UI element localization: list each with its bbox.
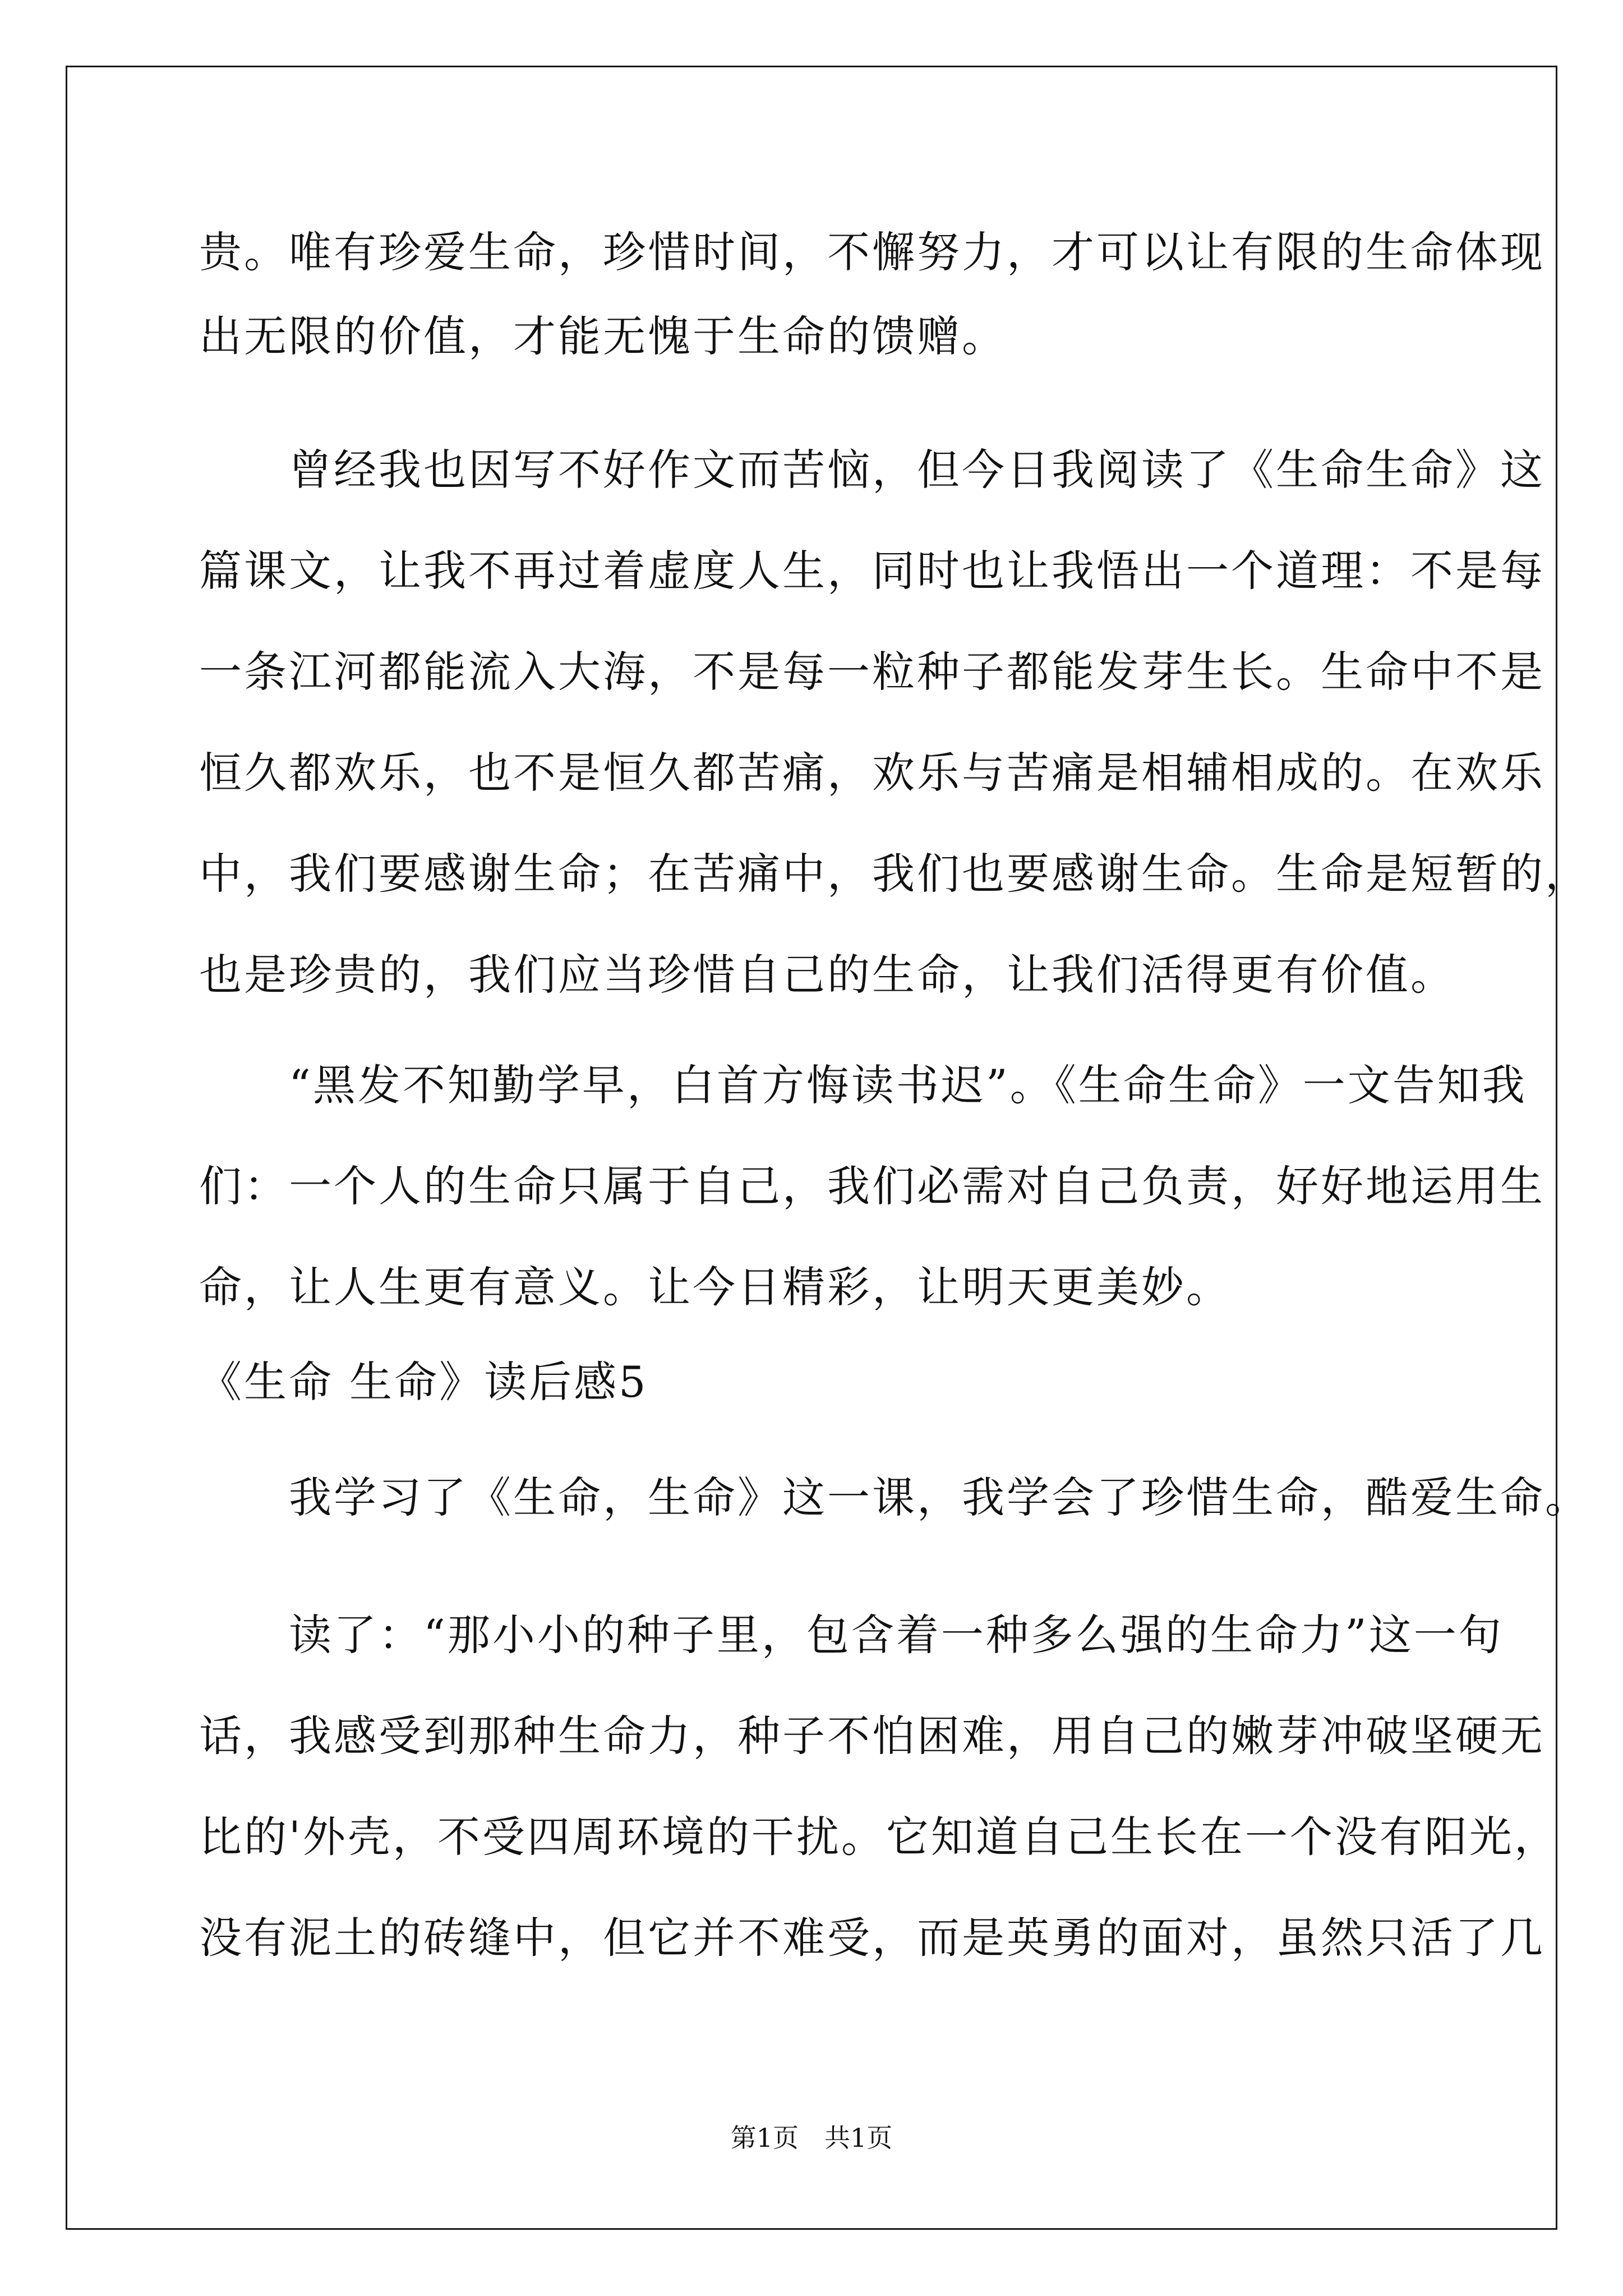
section-heading: 《生命 生命》读后感5: [199, 1357, 648, 1407]
page-footer: 第1页 共1页: [730, 2123, 893, 2153]
body-line-13: 读了：“那小小的种子里，包含着一种多么强的生命力”这一句: [199, 1610, 1504, 1660]
page-border: [66, 66, 1557, 2230]
body-line-9: “黑发不知勤学早，白首方悔读书迟”。《生命生命》一文告知我: [199, 1060, 1527, 1110]
body-line-11: 命，让人生更有意义。让今日精彩，让明天更美妙。: [199, 1262, 1231, 1312]
body-line-7: 中，我们要感谢生命；在苦痛中，我们也要感谢生命。生命是短暂的，: [199, 849, 1590, 899]
body-line-8: 也是珍贵的，我们应当珍惜自己的生命，让我们活得更有价值。: [199, 950, 1455, 1000]
body-line-5: 一条江河都能流入大海，不是每一粒种子都能发芽生长。生命中不是: [199, 647, 1545, 697]
body-line-16: 没有泥土的砖缝中，但它并不难受，而是英勇的面对，虽然只活了几: [199, 1913, 1545, 1963]
body-line-1: 贵。唯有珍爱生命，珍惜时间，不懈努力，才可以让有限的生命体现: [199, 227, 1545, 277]
body-line-15: 比的'外壳，不受四周环境的干扰。它知道自己生长在一个没有阳光，: [199, 1812, 1559, 1862]
body-line-10: 们：一个人的生命只属于自己，我们必需对自己负责，好好地运用生: [199, 1161, 1545, 1211]
body-line-4: 篇课文，让我不再过着虚度人生，同时也让我悟出一个道理：不是每: [199, 546, 1545, 596]
body-line-14: 话，我感受到那种生命力，种子不怕困难，用自己的嫩芽冲破坚硬无: [199, 1711, 1545, 1761]
body-line-2: 出无限的价值，才能无愧于生命的馈赠。: [199, 311, 1007, 361]
body-line-3: 曾经我也因写不好作文而苦恼，但今日我阅读了《生命生命》这: [199, 445, 1545, 495]
body-line-6: 恒久都欢乐，也不是恒久都苦痛，欢乐与苦痛是相辅相成的。在欢乐: [199, 748, 1545, 798]
body-line-12: 我学习了《生命，生命》这一课，我学会了珍惜生命，酷爱生命。: [199, 1473, 1590, 1522]
